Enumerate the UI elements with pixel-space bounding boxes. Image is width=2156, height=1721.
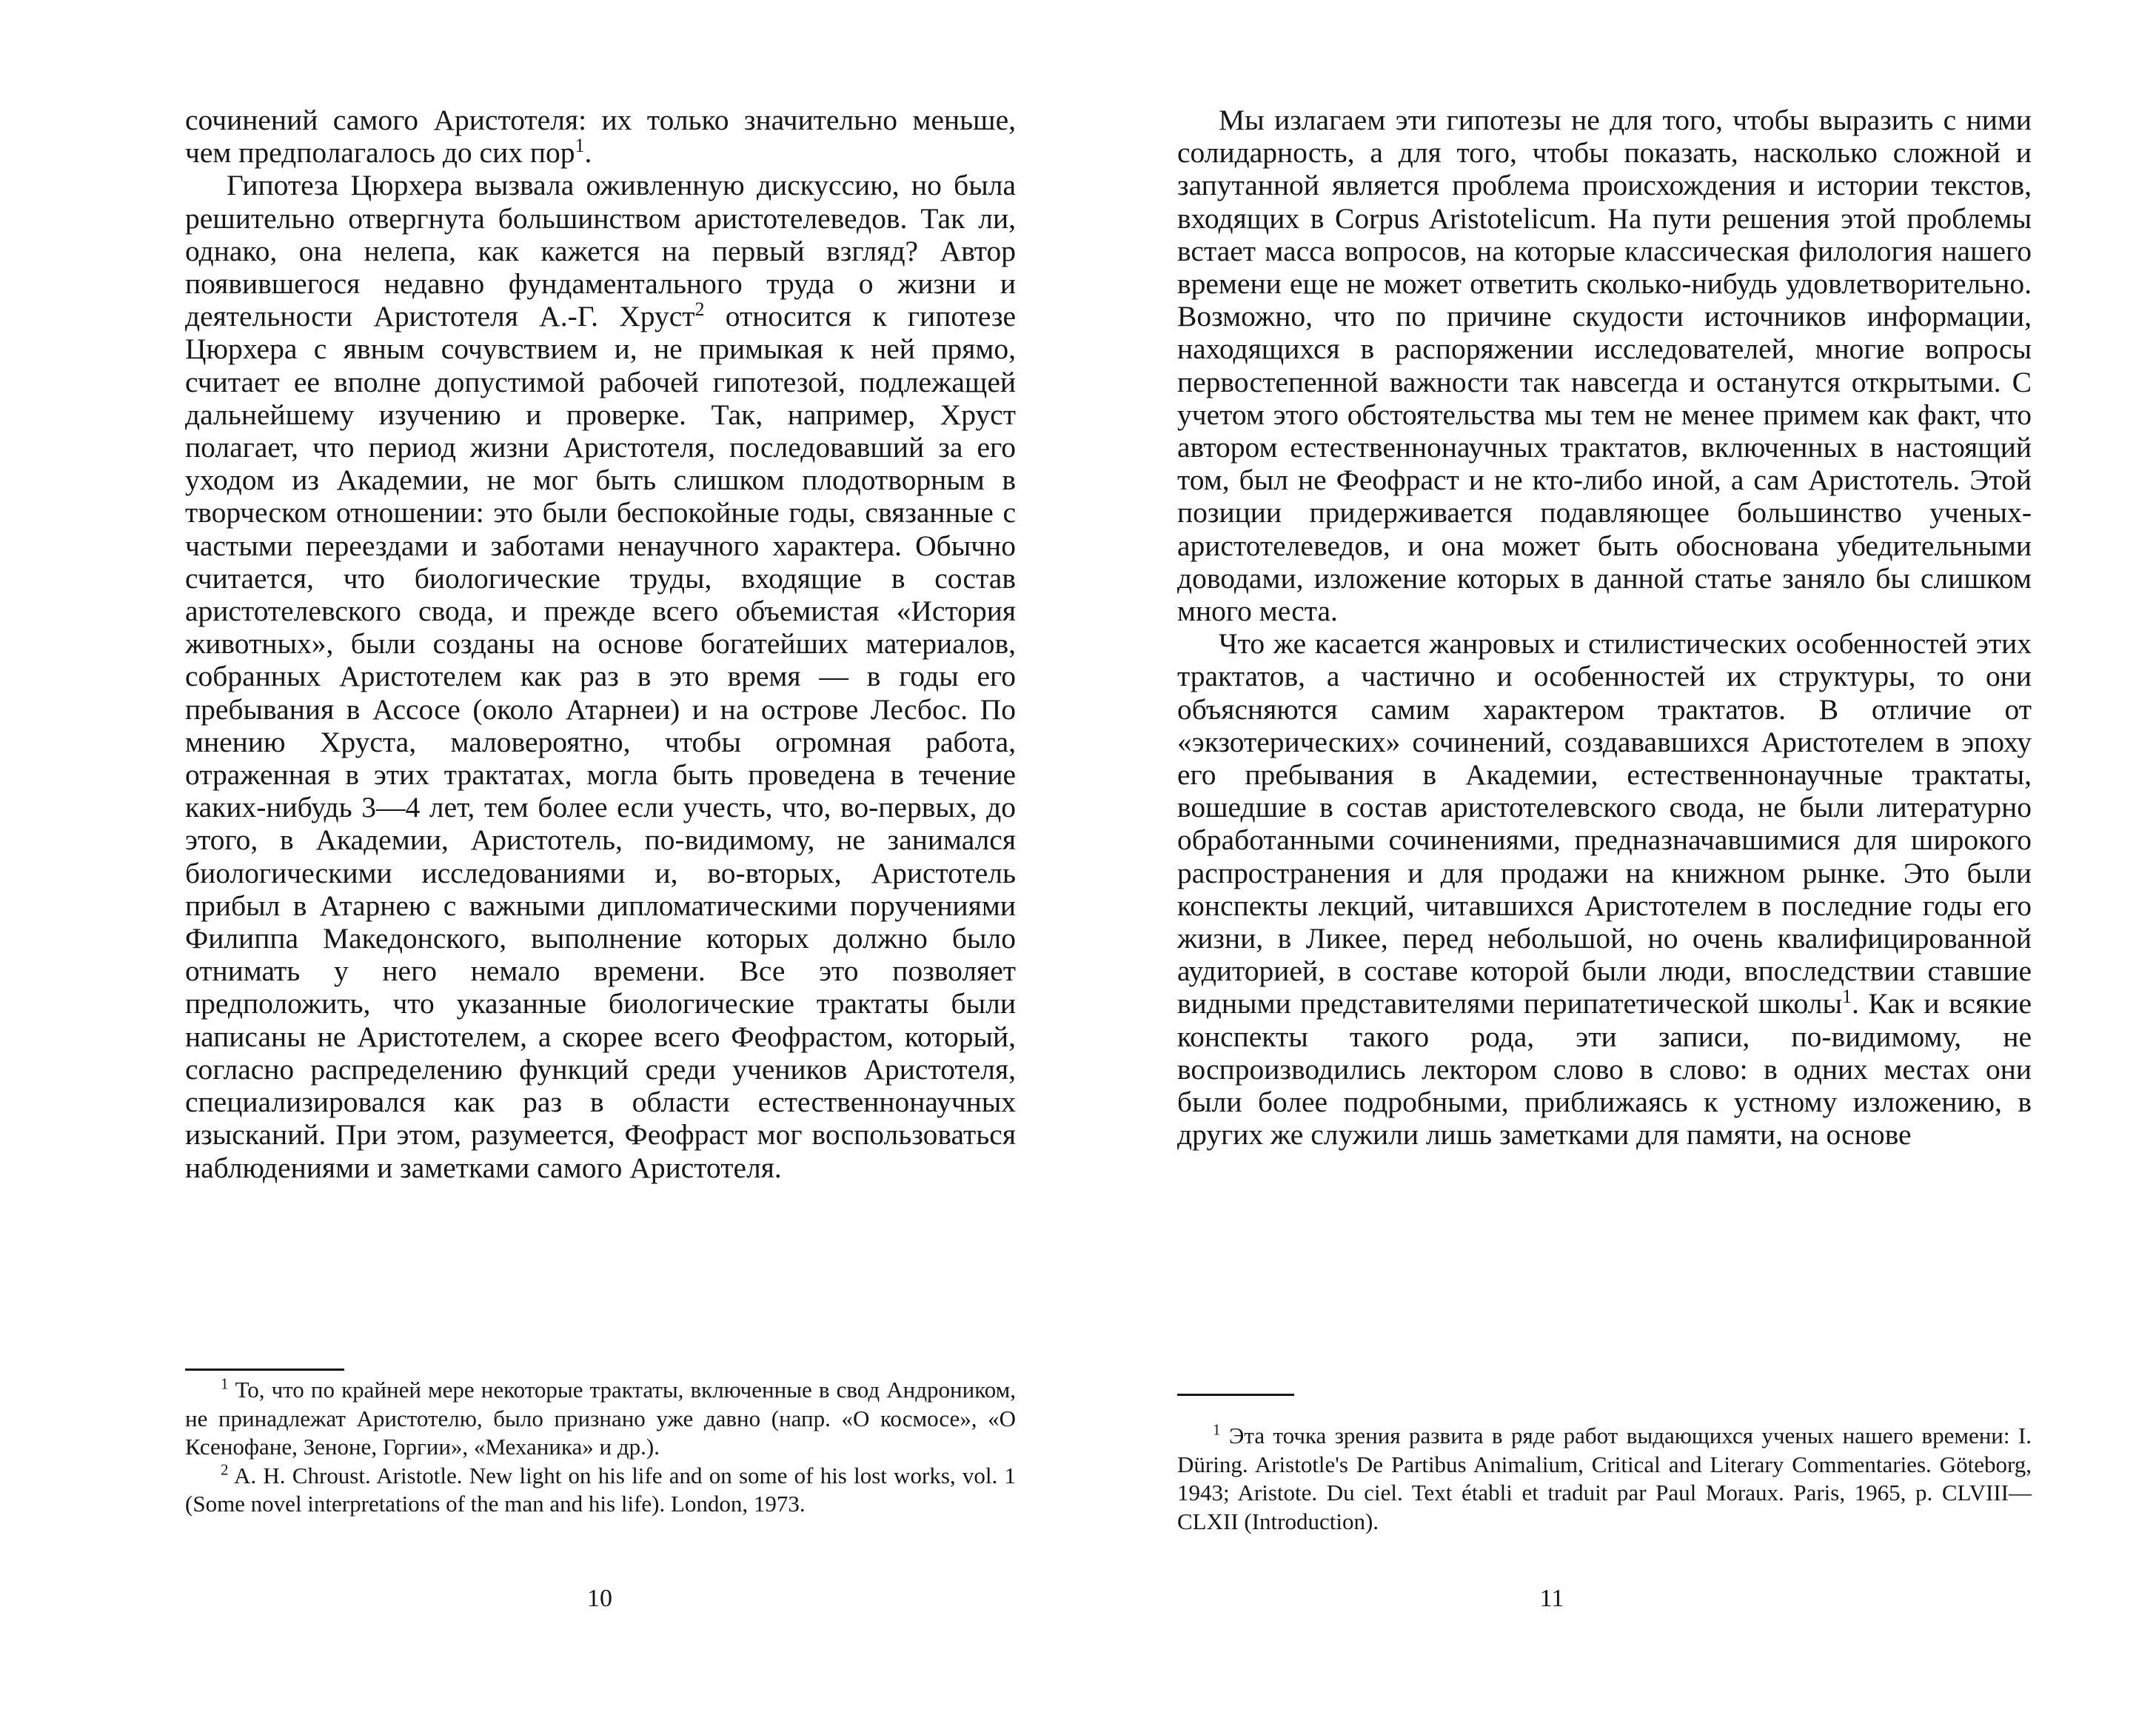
footnote-text: A. H. Chroust. Aristotle. New light on his life and on some of his lost works, vol. 1 (Some novel interpretations of the man and his life). London, 1973. <box>185 1462 1016 1517</box>
footnote-divider <box>185 1369 344 1371</box>
footnote <box>1177 1422 2032 1536</box>
footnote-text: Эта точка зрения развита в ряде работ выдающихся ученых нашего времени: I. Düring. Aristotle's De Partibus Animalium, Critical and Literary Commentaries. Göteborg, 1943; Aristote. Du ciel. Text établi et traduit par Paul Moraux. Paris, 1965, p. CLVIII—CLXII (Introduction). <box>1177 1423 2032 1534</box>
paragraph-text: сочинений самого Аристотеля: их только значительно меньше, чем предполагалось до сих пор <box>185 104 1016 170</box>
footnote-reference[interactable]: 2 <box>694 298 705 321</box>
right-page <box>1078 0 2156 1721</box>
page-number: 11 <box>1539 1585 1564 1612</box>
paragraph <box>185 169 1016 1183</box>
footnote-reference[interactable]: 1 <box>575 135 585 157</box>
paragraph-text: Мы излагаем эти гипотезы не для того, чтобы выразить с ними солидарность, а для того, чтобы показать, насколько сложной и запутанной является проблема происхождения и истории текстов, входящих в Corpus Aristotelicum. На пути решения этой проблемы встает масса вопросов, на которые классическая филология нашего времени еще не может ответить сколько-нибудь удовлетворительно. Возможно, что по причине скудости источников информации, находящихся в распоряжении исследователей, многие вопросы первостепенной важности так навсегда и останутся открытыми. С учетом этого обстоятельства мы тем не менее примем как факт, что автором естественнонаучных трактатов, включенных в настоящий том, был не Феофраст и не кто-либо иной, а сам Аристотель. Этой позиции придерживается подавляющее большинство ученых-аристотелеведов, и она может быть обоснована убедительными доводами, изложение которых в данной статье заняло бы слишком много места. <box>1177 104 2032 628</box>
footnote-text: То, что по крайней мере некоторые трактаты, включенные в свод Андроником, не принадлежат Аристотелю, было признано уже давно (напр. «О космосе», «О Ксенофане, Зеноне, Горгии», «Механика» и др.). <box>185 1377 1016 1460</box>
footnote-reference[interactable]: 1 <box>1842 986 1852 1008</box>
paragraph-text: . Как и всякие конспекты такого рода, эти записи, по-видимому, не воспроизводились лектором слово в слово: в одних местах они были более подробными, приближаясь к устному изложению, в других же служили лишь заметками для памяти, на основе <box>1177 987 2032 1152</box>
paragraph <box>1177 104 2032 627</box>
main-text <box>185 104 1016 1184</box>
footnote-number: 1 <box>221 1374 229 1393</box>
footnote-divider <box>1177 1394 1294 1396</box>
footnote <box>185 1376 1016 1462</box>
footnote <box>185 1462 1016 1519</box>
paragraph-text: Что же касается жанровых и стилистических особенностей этих трактатов, а частично и особенностей их структуры, то они объясняются самим характером трактатов. В отличие от «экзотерических» сочинений, создававшихся Аристотелем в эпоху его пребывания в Академии, естественнонаучные трактаты, вошедшие в состав аристотелевского свода, не были литературно обработанными сочинениями, предназначавшимися для широкого распространения и для продажи на книжном рынке. Это были конспекты лекций, читавшихся Аристотелем в последние годы его жизни, в Ликее, перед небольшой, но очень квалифицированной аудиторией, в составе которой были люди, впоследствии ставшие видными представителями перипатетической школы <box>1177 627 2032 1020</box>
main-text <box>1177 104 2032 1152</box>
paragraph <box>1177 627 2032 1151</box>
paragraph-text: Гипотеза Цюрхера вызвала оживленную дискуссию, но была решительно отвергнута большинством аристотелеведов. Так ли, однако, она нелепа, как кажется на первый взгляд? Автор появившегося недавно фундаментального труда о жизни и деятельности Аристотеля А.-Г. Хруст <box>185 169 1016 333</box>
footnote-number: 1 <box>1213 1420 1221 1439</box>
footnotes <box>185 1376 1016 1519</box>
footnotes <box>1177 1422 2032 1536</box>
page-number: 10 <box>587 1585 612 1612</box>
paragraph-text: относится к гипотезе Цюрхера с явным сочувствием и, не примыкая к ней прямо, считает ее вполне допустимой рабочей гипотезой, подлежащей дальнейшему изучению и проверке. Так, например, Хруст полагает, что период жизни Аристотеля, последовавший за его уходом из Академии, не мог быть слишком плодотворным в творческом отношении: это были беспокойные годы, связанные с частыми переездами и заботами ненаучного характера. Обычно считается, что биологические труды, входящие в состав аристотелевского свода, и прежде всего объемистая «История животных», были созданы на основе богатейших материалов, собранных Аристотелем как раз в это время — в годы его пребывания в Ассосе (около Атарнеи) и на острове Лесбос. По мнению Хруста, маловероятно, чтобы огромная работа, отраженная в этих трактатах, могла быть проведена в течение каких-нибудь 3—4 лет, тем более если учесть, что, во-первых, до этого, в Академии, Аристотель, по-видимому, не занимался биологическими исследованиями и, во-вторых, Аристотель прибыл в Атарнею с важными дипломатическими поручениями Филиппа Македонского, выполнение которых должно было отнимать у него немало времени. Все это позволяет предположить, что указанные биологические трактаты были написаны не Аристотелем, а скорее всего Феофрастом, который, согласно распределению функций среди учеников Аристотеля, специализировался как раз в области естественнонаучных изысканий. При этом, разумеется, Феофраст мог воспользоваться наблюдениями и заметками самого Аристотеля. <box>185 300 1016 1184</box>
paragraph: сочинений самого Аристотеля: их только значительно меньше, чем предполагалось до сих пор$^1$. <box>185 104 1016 170</box>
footnote-number: 2 <box>221 1460 229 1479</box>
